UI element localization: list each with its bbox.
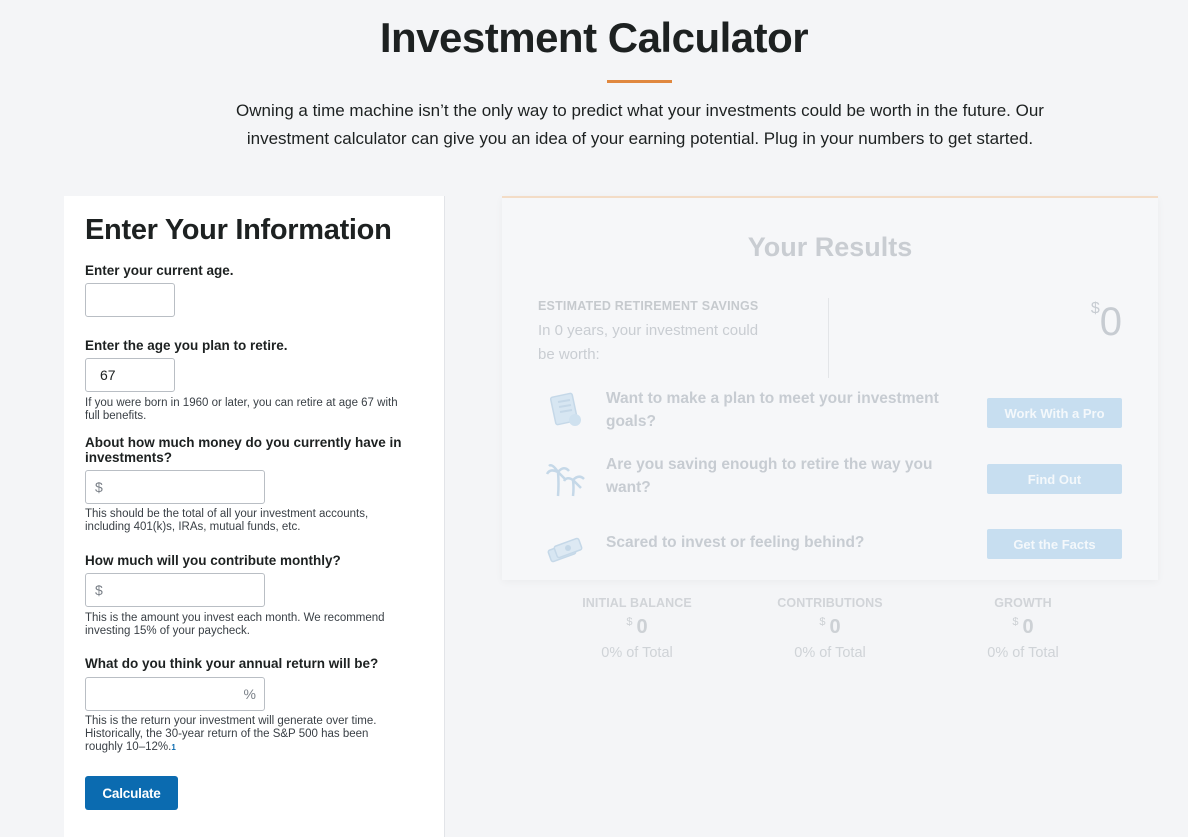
estimate-currency: $ [1090, 300, 1100, 317]
row-scared-line-1: Scared to invest or feeling behind? [606, 534, 865, 551]
footnote-link[interactable]: 1 [171, 743, 176, 752]
monthly-contribution-input[interactable] [86, 574, 264, 606]
results-card [502, 196, 1158, 580]
stat-amount: 0 [829, 616, 841, 638]
current-investments-help-line-2: including 401(k)s, IRAs, mutual funds, etc. [85, 521, 301, 533]
palm-trees-icon [546, 460, 586, 500]
estimate-divider [828, 298, 829, 378]
stat-currency: $ [626, 616, 633, 628]
annual-return-help-line-3 [85, 741, 376, 754]
estimate-description-line-2: be worth: [538, 346, 600, 363]
money-stack-icon [546, 528, 586, 568]
stat-label: CONTRIBUTIONS [777, 596, 883, 610]
stat-currency: $ [1012, 616, 1019, 628]
row-saving-text [606, 453, 956, 499]
form-title: Enter Your Information [85, 214, 392, 246]
monthly-contribution-help-line-2: investing 15% of your paycheck. [85, 625, 250, 637]
percent-suffix: % [243, 686, 256, 702]
current-age-label: Enter your current age. [85, 263, 234, 278]
row-scared-text [606, 531, 956, 554]
document-checklist-icon [546, 390, 586, 430]
current-investments-label [85, 435, 402, 465]
current-age-input[interactable] [86, 284, 174, 316]
results-breakdown [540, 596, 1120, 676]
row-plan-line-1: Want to make a plan to meet your investment [606, 390, 939, 407]
retire-age-help-line-2: full benefits. [85, 410, 147, 422]
annual-return-help-line-1: This is the return your investment will generate over time. [85, 715, 377, 727]
stat-value [540, 616, 734, 639]
input-form-panel [64, 196, 445, 837]
stat-growth [926, 596, 1120, 661]
calculate-button[interactable]: Calculate [85, 776, 178, 810]
dollar-prefix: $ [95, 582, 103, 598]
stat-contributions [733, 596, 927, 661]
current-investments-label-line-2: investments? [85, 450, 173, 465]
retire-age-label: Enter the age you plan to retire. [85, 338, 288, 353]
title-underline [607, 80, 672, 83]
annual-return-help [85, 715, 376, 754]
estimate-label: ESTIMATED RETIREMENT SAVINGS [538, 299, 759, 313]
find-out-button[interactable]: Find Out [987, 464, 1122, 494]
stat-percent: 0% of Total [794, 645, 866, 661]
current-age-field[interactable] [85, 283, 175, 317]
retire-age-field[interactable] [85, 358, 175, 392]
monthly-contribution-help-line-1: This is the amount you invest each month. We recommend [85, 612, 385, 624]
estimate-amount: 0 [1099, 300, 1122, 344]
work-with-a-pro-button[interactable]: Work With a Pro [987, 398, 1122, 428]
stat-value [926, 616, 1120, 639]
intro-line-2: investment calculator can give you an idea of your earning potential. Plug in your numbers to get started. [246, 129, 1034, 148]
current-investments-help-line-1: This should be the total of all your investment accounts, [85, 508, 369, 520]
annual-return-field[interactable] [85, 677, 265, 711]
row-saving-line-1: Are you saving enough to retire the way you [606, 456, 933, 473]
monthly-contribution-field[interactable] [85, 573, 265, 607]
stat-amount: 0 [636, 616, 648, 638]
estimate-description [538, 319, 788, 367]
monthly-contribution-help [85, 612, 385, 638]
row-saving-line-2: want? [606, 479, 651, 496]
annual-return-input[interactable] [86, 678, 264, 710]
intro-line-1: Owning a time machine isn’t the only way to predict what your investments could be worth in the future. Our [236, 101, 1044, 120]
retire-age-help [85, 397, 398, 423]
retire-age-help-line-1: If you were born in 1960 or later, you can retire at age 67 with [85, 397, 398, 409]
retire-age-input[interactable] [86, 359, 174, 391]
results-title: Your Results [747, 232, 913, 262]
annual-return-label: What do you think your annual return will be? [85, 656, 379, 671]
annual-return-help-line-2: Historically, the 30-year return of the S&P 500 has been [85, 728, 369, 740]
stat-label: INITIAL BALANCE [582, 596, 692, 610]
intro-text [190, 97, 1090, 153]
current-investments-input[interactable] [86, 471, 264, 503]
stat-percent: 0% of Total [987, 645, 1059, 661]
stat-amount: 0 [1022, 616, 1034, 638]
dollar-prefix: $ [95, 479, 103, 495]
estimate-value [1091, 300, 1122, 345]
page-title: Investment Calculator [379, 14, 809, 61]
current-investments-field[interactable] [85, 470, 265, 504]
stat-initial-balance [540, 596, 734, 661]
monthly-contribution-label: How much will you contribute monthly? [85, 553, 341, 568]
stat-currency: $ [819, 616, 826, 628]
get-the-facts-button[interactable]: Get the Facts [987, 529, 1122, 559]
row-plan-line-2: goals? [606, 413, 656, 430]
annual-return-help-text: roughly 10–12%. [85, 741, 172, 753]
current-investments-label-line-1: About how much money do you currently have in [85, 435, 402, 450]
row-plan-text [606, 387, 956, 433]
stat-value [733, 616, 927, 639]
estimate-description-line-1: In 0 years, your investment could [538, 322, 759, 339]
current-investments-help [85, 508, 368, 534]
stat-label: GROWTH [994, 596, 1052, 610]
stat-percent: 0% of Total [601, 645, 673, 661]
